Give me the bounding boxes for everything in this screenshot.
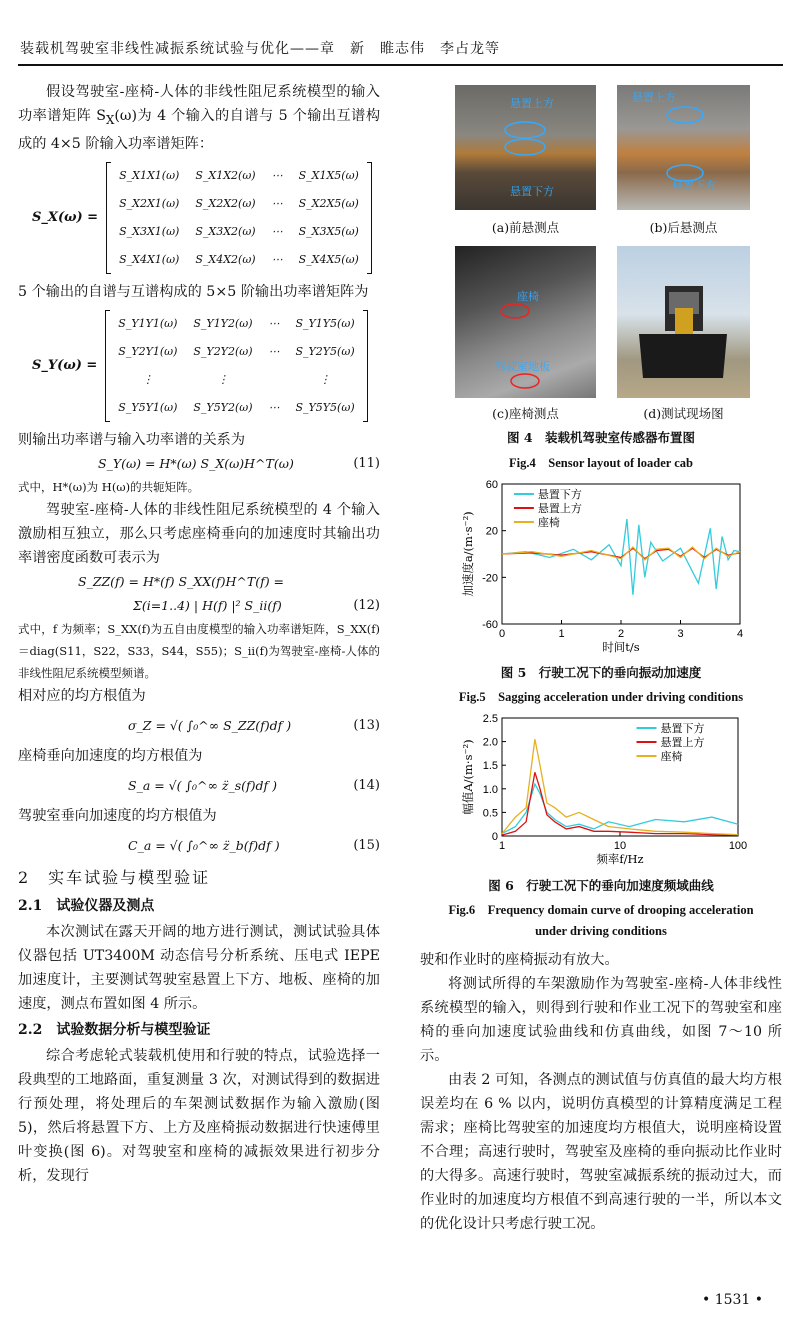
matrix-cell	[261, 366, 288, 394]
x-tick-label: 2	[617, 628, 625, 640]
series-line-1	[502, 772, 738, 835]
y-tick-label: 1.5	[482, 760, 498, 773]
matrix-cell: S_X4X5(ω)	[298, 252, 359, 266]
equation-11: S_Y(ω) = H*(ω) S_X(ω)H^T(ω) (11)	[98, 455, 380, 471]
photo-rear-mount	[617, 85, 750, 210]
legend-label: 悬置上方	[660, 736, 705, 749]
matrix-cell: S_X3X1(ω)	[119, 224, 180, 238]
matrix-cell: ⋮	[319, 372, 331, 386]
right-paragraph-2: 将测试所得的车架激励作为驾驶室-座椅-人体非线性系统模型的输入，则得到行驶和作业工况下的驾驶室和座椅的垂向加速度试验曲线和仿真曲线，如图 7～10 所示。	[420, 976, 782, 1064]
matrix-cell: S_X1X1(ω)	[119, 168, 180, 182]
matrix-cell: ⋮	[142, 372, 154, 386]
paragraph-7: 相对应的均方根值为	[18, 687, 146, 704]
right-paragraph-3: 由表 2 可知，各测点的测试值与仿真值的最大均方根误差均在 6 % 以内，说明仿真模型的计算精度满足工程需求；座椅比驾驶室的加速度均方根值大，说明座椅设置不合理；高速行驶时，驾驶室及座椅的垂向振动比作业时的大得多。高速行驶时，驾驶室减振系统的振动过大，而作业时的加速度均方根值不到高速行驶的一半，所以本文的优化设计只考虑行驶工况。	[420, 1072, 782, 1232]
matrix-row	[110, 394, 362, 422]
paragraph-5: 驾驶室-座椅-人体的非线性阻尼系统模型的 4 个输入激励相互独立，那么只考虑座椅垂向的加速度时其输出功率谱密度函数可表示为	[18, 501, 380, 566]
x-tick-label: 10	[613, 840, 627, 852]
equation-13: σ_Z = √( ∫₀^∞ S_ZZ(f)df ) (13)	[128, 717, 380, 733]
matrix-cell: S_X1X5(ω)	[298, 168, 359, 182]
section-2-1-heading: 2.1 试验仪器及测点	[18, 897, 155, 914]
matrix-row	[110, 366, 362, 394]
y-tick-label: 2.0	[482, 736, 498, 749]
paragraph-4: 式中，H*(ω)为 H(ω)的共轭矩阵。	[18, 479, 200, 494]
paragraph-3: 则输出功率谱与输入功率谱的关系为	[18, 431, 246, 448]
fig5-chart	[420, 474, 782, 664]
fig4-d-label: (d)测试现场图	[643, 406, 724, 421]
matrix-cell: S_Y1Y1(ω)	[118, 316, 178, 330]
equation-14: S_a = √( ∫₀^∞ z̈_s(f)df ) (14)	[128, 777, 380, 793]
fig4-a-label: (a)前悬测点	[491, 220, 560, 235]
series-line-0	[502, 784, 738, 834]
fig4-b-label: (b)后悬测点	[649, 220, 718, 235]
x-axis-label: 时间t/s	[602, 640, 640, 654]
sy-matrix	[32, 310, 380, 422]
matrix-cell: ⋯	[271, 224, 283, 238]
matrix-row	[111, 246, 367, 274]
matrix-cell: S_X2X1(ω)	[119, 196, 180, 210]
fig5-caption-en: Fig.5 Sagging acceleration under driving conditions	[458, 690, 744, 704]
fig4-caption-cn: 图 4 装载机驾驶室传感器布置图	[506, 430, 696, 445]
fig6-caption-en-2: under driving conditions	[535, 924, 667, 938]
x-tick-label: 3	[677, 628, 684, 640]
matrix-cell: S_X4X1(ω)	[119, 252, 180, 266]
fig5-caption-cn: 图 5 行驶工况下的垂向振动加速度	[500, 665, 702, 680]
x-tick-label: 100	[728, 840, 748, 852]
photo-test-site	[617, 246, 750, 398]
photo-seat	[455, 246, 596, 398]
matrix-cell: ⋯	[271, 196, 283, 210]
legend-label: 悬置下方	[660, 722, 705, 735]
y-tick-label: 0	[491, 831, 498, 843]
sx-matrix	[32, 162, 380, 274]
paragraph-8: 座椅垂向加速度的均方根值为	[18, 747, 203, 764]
x-tick-label: 1	[498, 840, 506, 852]
matrix-cell: ⋯	[271, 252, 283, 266]
y-tick-label: 0.5	[482, 807, 498, 820]
header-rule	[18, 64, 783, 66]
seat-label: 座椅	[517, 291, 539, 303]
matrix-cell: S_Y2Y2(ω)	[193, 344, 253, 358]
legend-label: 悬置下方	[537, 488, 582, 501]
paragraph-9: 驾驶室垂向加速度的均方根值为	[18, 807, 217, 824]
paragraph-6: 式中，f 为频率；S_XX(f)为五自由度模型的输入功率谱矩阵，S_XX(f)＝diag(S11，S22，S33，S44，S55)；S_ii(f)为驾驶室-座椅-人体的非线性阻尼系统模型频谱。	[18, 621, 380, 680]
paragraph-11: 综合考虑轮式装载机使用和行驶的特点，试验选择一段典型的工地路面，重复测量 3 次，对测试得到的数据进行预处理，将处理后的车架测试数据作为输入激励(图 5)，然后将悬置下方、上方及座椅振动数据进行快速傅里叶变换(图 6)。对驾驶室和座椅的减振效果进行初步分析，发现行	[18, 1047, 380, 1184]
matrix-cell: S_X4X2(ω)	[195, 252, 256, 266]
matrix-cell: ⋯	[268, 344, 280, 358]
matrix-cell: ⋯	[268, 400, 280, 414]
section-2-heading: 2 实车试验与模型验证	[18, 867, 211, 887]
matrix-cell: ⋯	[271, 168, 283, 182]
y-tick-label: 1.0	[482, 783, 498, 796]
loader-silhouette	[617, 246, 750, 398]
front-lower-label: 悬置下方	[510, 186, 554, 198]
photo-front-mount	[455, 85, 596, 210]
matrix-row	[110, 310, 362, 338]
fig6-caption-cn: 图 6 行驶工况下的垂向加速度频域曲线	[488, 878, 714, 893]
sy-label: S_Y(ω) =	[32, 357, 98, 373]
legend-label: 座椅	[660, 750, 683, 763]
section-2-2-heading: 2.2 试验数据分析与模型验证	[18, 1021, 211, 1038]
matrix-row	[111, 190, 367, 218]
x-tick-label: 0	[498, 628, 506, 640]
x-tick-label: 4	[736, 628, 744, 640]
matrix-cell: S_Y1Y2(ω)	[193, 316, 253, 330]
paragraph-10: 本次测试在露天开阔的地方进行测试，测试试验具体仪器包括 UT3400M 动态信号分析系统、压电式 IEPE 加速度计，主要测试驾驶室悬置上下方、地板、座椅的加速度，测点布置如图 4 所示。	[18, 923, 380, 1012]
legend-label: 座椅	[537, 516, 560, 529]
sx-label: S_X(ω) =	[32, 209, 99, 225]
paragraph-1: 假设驾驶室-座椅-人体的非线性阻尼系统模型的输入功率谱矩阵 $S_X(\omega)$为 4 个输入的自谱与 5 个输出互谱构成的 4×5 阶输入功率谱矩阵：	[18, 84, 381, 152]
equation-15: C_a = √( ∫₀^∞ z̈_b(f)df ) (15)	[128, 837, 380, 853]
matrix-cell: S_X2X5(ω)	[298, 196, 359, 210]
matrix-cell: S_Y5Y1(ω)	[118, 400, 178, 414]
matrix-cell: S_Y5Y5(ω)	[295, 400, 355, 414]
left-column	[18, 80, 380, 1188]
matrix-cell: ⋯	[268, 316, 280, 330]
matrix-cell: S_X3X5(ω)	[298, 224, 359, 238]
equation-12: S_ZZ(f) = H*(f) S_XX(f)H^T(f) = Σ(i=1..4) | H(f) |² S_ii(f) (12)	[78, 573, 380, 613]
y-tick-label: -20	[482, 572, 498, 585]
floor-label: 驾驶室地板	[495, 361, 550, 373]
y-axis-label: 幅值A/(m·s⁻²)	[461, 739, 475, 815]
matrix-cell: S_Y2Y5(ω)	[295, 344, 355, 358]
y-tick-label: 2.5	[482, 713, 498, 725]
matrix-row	[111, 218, 367, 246]
rear-lower-label: 悬置下方	[672, 180, 716, 192]
running-header: 装载机驾驶室非线性减振系统试验与优化——章 新 睢志伟 李占龙等	[20, 41, 500, 57]
fig6-caption-en-1: Fig.6 Frequency domain curve of drooping acceleration	[448, 903, 754, 917]
matrix-cell: S_X3X2(ω)	[195, 224, 256, 238]
y-tick-label: 20	[485, 525, 498, 538]
front-upper-label: 悬置上方	[510, 98, 554, 110]
y-tick-label: 60	[485, 479, 498, 491]
fig4-c-label: (c)座椅测点	[492, 406, 559, 421]
matrix-cell: S_X2X2(ω)	[195, 196, 256, 210]
matrix-cell: S_Y1Y5(ω)	[295, 316, 355, 330]
page-number: • 1531 •	[702, 1292, 764, 1308]
matrix-cell: S_Y5Y2(ω)	[193, 400, 253, 414]
right-paragraph-1: 驶和作业时的座椅振动有放大。	[420, 952, 619, 968]
fig6-chart	[420, 708, 782, 873]
matrix-cell: S_Y2Y1(ω)	[118, 344, 178, 358]
legend-label: 悬置上方	[537, 502, 582, 515]
x-tick-label: 1	[558, 628, 565, 640]
seat-markers	[455, 246, 596, 398]
matrix-row	[110, 338, 362, 366]
y-tick-label: -60	[482, 619, 498, 631]
matrix-cell: ⋮	[217, 372, 229, 386]
matrix-cell: S_X1X2(ω)	[195, 168, 256, 182]
sx-table	[111, 162, 367, 274]
x-axis-label: 频率f/Hz	[596, 852, 644, 866]
y-axis-label: 加速度a/(m·s⁻²)	[461, 511, 475, 597]
right-column-text	[420, 948, 782, 1236]
sy-table	[110, 310, 362, 422]
rear-upper-label: 悬置上方	[632, 92, 676, 104]
fig4-caption-en: Fig.4 Sensor layout of loader cab	[509, 456, 693, 470]
matrix-row	[111, 162, 367, 190]
series-line-2	[502, 739, 738, 834]
paragraph-2: 5 个输出的自谱与互谱构成的 5×5 阶输出功率谱矩阵为	[18, 283, 369, 300]
